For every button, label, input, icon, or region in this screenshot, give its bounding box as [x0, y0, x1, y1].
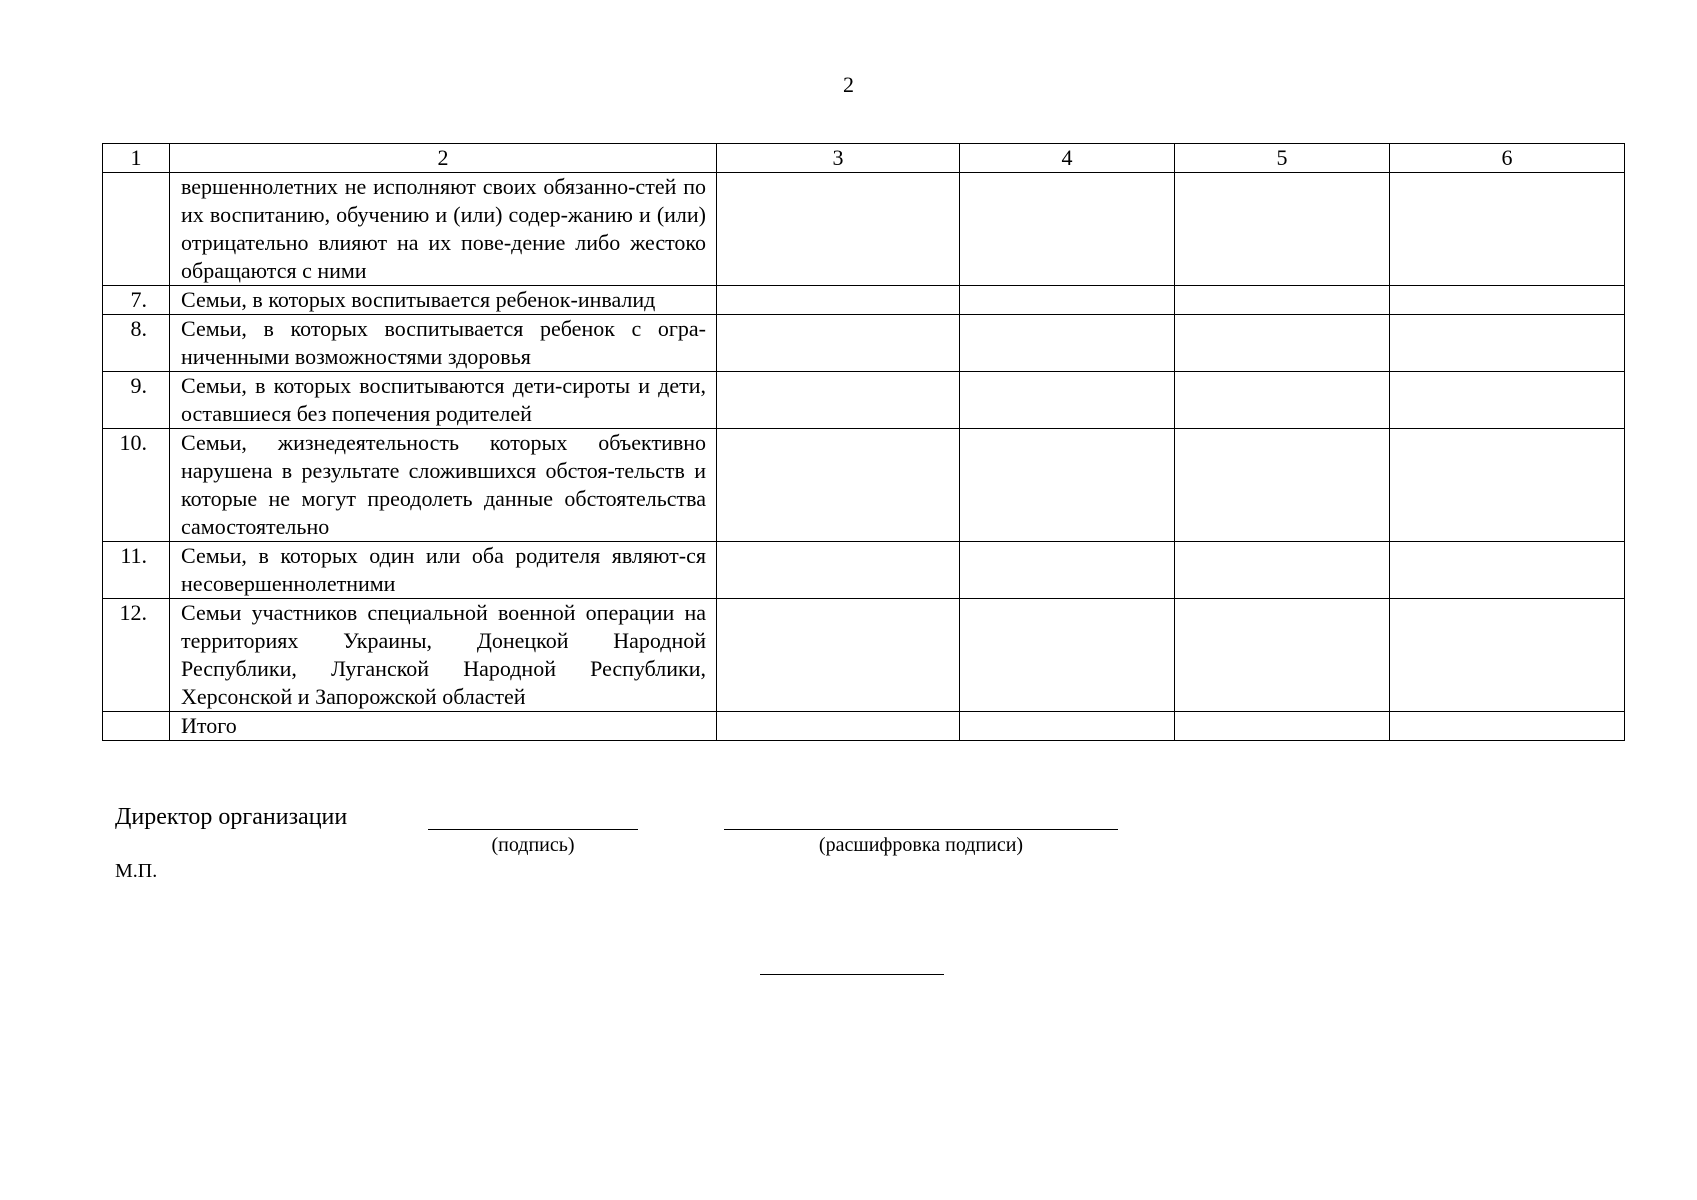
signature-decoding-line[interactable]	[724, 829, 1118, 830]
row-number: 9.	[103, 372, 170, 429]
total-label: Итого	[170, 712, 717, 741]
row-number: 7.	[103, 286, 170, 315]
row-description: Семьи, в которых воспитывается ребенок-инвалид	[170, 286, 717, 315]
signature-caption: (подпись)	[491, 834, 575, 856]
column-header: 2	[170, 144, 717, 173]
row-number: 12.	[103, 599, 170, 712]
row-description: вершеннолетних не исполняют своих обязанно-стей по их воспитанию, обучению и (или) содер-жанию и (или) отрицательно влияют на их пове-дение либо жестоко обращаются с ними	[170, 173, 717, 286]
row-number: 8.	[103, 315, 170, 372]
column-header: 6	[1390, 144, 1625, 173]
column-header: 4	[960, 144, 1175, 173]
signature-decoding-caption: (расшифровка подписи)	[818, 834, 1024, 856]
director-label: Директор организации	[115, 804, 348, 830]
column-header: 1	[103, 144, 170, 173]
column-header: 5	[1175, 144, 1390, 173]
signature-line[interactable]	[428, 829, 638, 830]
row-number: 10.	[103, 429, 170, 542]
row-description: Семьи, в которых воспитываются дети-сироты и дети, оставшиеся без попечения родителей	[170, 372, 717, 429]
footer-divider	[760, 974, 944, 975]
row-description: Семьи, жизнедеятельность которых объективно нарушена в результате сложившихся обстоя-тельств и которые не могут преодолеть данные обстоятельства самостоятельно	[170, 429, 717, 542]
stamp-label: М.П.	[115, 860, 158, 882]
row-description: Семьи, в которых воспитывается ребенок с огра-ниченными возможностями здоровья	[170, 315, 717, 372]
row-description: Семьи, в которых один или оба родителя являют-ся несовершеннолетними	[170, 542, 717, 599]
row-number: 11.	[103, 542, 170, 599]
page-number: 2	[843, 72, 854, 97]
row-description: Семьи участников специальной военной операции на территориях Украины, Донецкой Народной Республики, Луганской Народной Республики, Херсонской и Запорожской областей	[170, 599, 717, 712]
column-header: 3	[717, 144, 960, 173]
